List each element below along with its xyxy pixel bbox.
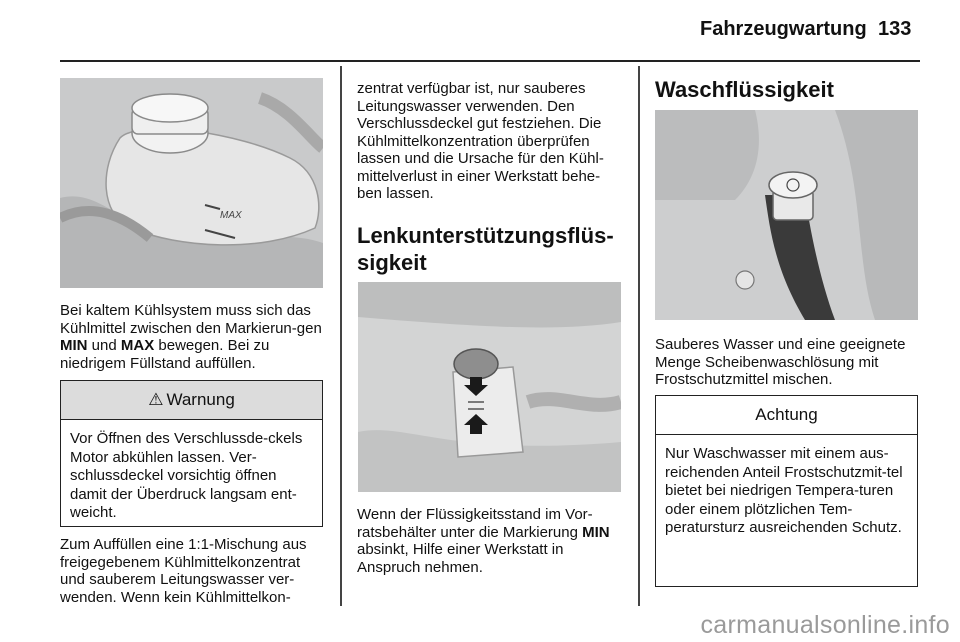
notice-title: Achtung [656, 396, 917, 435]
page-header-title: Fahrzeugwartung [700, 18, 867, 40]
column-divider-right [638, 66, 640, 606]
column-divider-left [340, 66, 342, 606]
warning-box [60, 380, 323, 527]
washer-reservoir-photo [655, 110, 918, 320]
notice-box [655, 395, 918, 587]
warning-triangle-icon: ⚠ [148, 390, 164, 409]
coolant-mixture-paragraph: Zum Auffüllen eine 1:1-Mischung aus freigegebenem Kühlmittelkonzentrat und sauberem Leitungswasser ver-wenden. Wenn kein Kühlmittelkon- [60, 536, 307, 606]
header-rule [60, 60, 920, 62]
coolant-mixture-continued-paragraph: zentrat verfügbar ist, nur sauberes Leitungswasser verwenden. Den Verschlussdeckel gut festziehen. Die Kühlmittelkonzentration überprüfen lassen und die Ursache für den Kühl-mittelverlust in einer Werkstatt behe-ben lassen. [357, 80, 604, 202]
max-marking-label: MAX [220, 210, 242, 221]
power-steering-fluid-heading: Lenkunterstützungsflüs-sigkeit [357, 223, 614, 275]
watermark: carmanualsonline.info [700, 611, 950, 639]
washer-fluid-heading: Waschflüssigkeit [655, 77, 834, 102]
notice-text: Nur Waschwasser mit einem aus-reichenden Anteil Frostschutzmit-tel bietet bei niedrigen Tempera-turen oder einem plötzlichen Tem-peratursturz ausreichenden Schutz. [665, 445, 903, 536]
warning-title: Warnung [166, 390, 235, 409]
warning-text: Vor Öffnen des Verschlussde-ckels Motor abkühlen lassen. Ver-schlussdeckel vorsichtig öffnen damit der Überdruck langsam ent-weicht. [70, 430, 303, 521]
coolant-level-paragraph: Bei kaltem Kühlsystem muss sich das Kühlmittel zwischen den Markierun-gen MIN und MAX bewegen. Bei zu niedrigem Füllstand auffüllen. [60, 302, 322, 372]
power-steering-paragraph: Wenn der Flüssigkeitsstand im Vor-ratsbehälter unter die Markierung MIN absinkt, Hilfe einer Werkstatt in Anspruch nehmen. [357, 506, 610, 576]
washer-fluid-paragraph: Sauberes Wasser und eine geeignete Menge Scheibenwaschlösung mit Frostschutzmittel mischen. [655, 336, 906, 388]
power-steering-reservoir-photo [358, 282, 621, 492]
warning-box-header [61, 381, 322, 420]
page-number: 133 [878, 18, 912, 40]
coolant-reservoir-photo [60, 78, 323, 288]
